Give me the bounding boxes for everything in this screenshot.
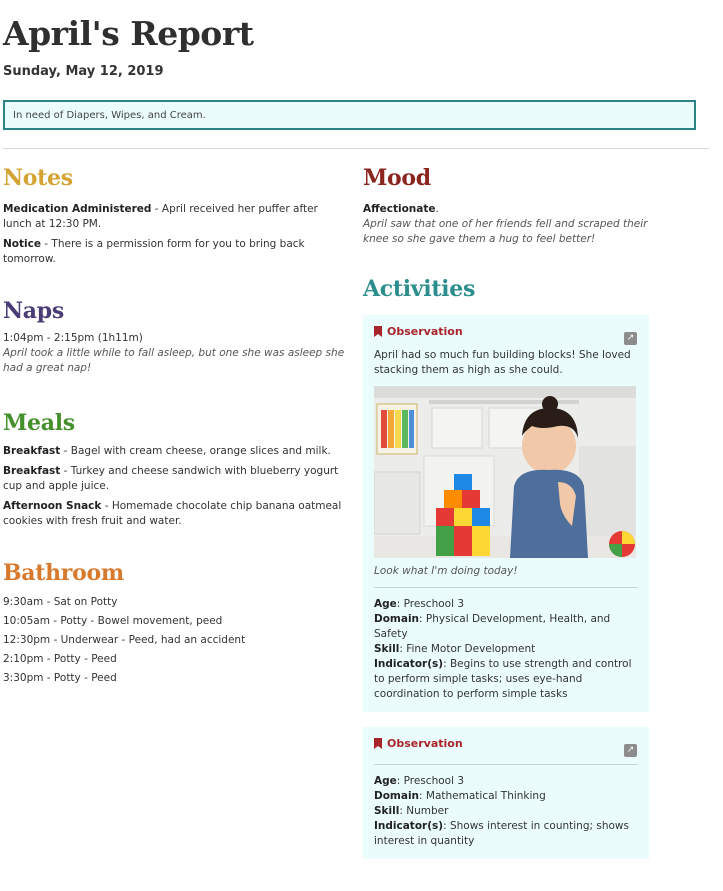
notes-section: [3, 162, 348, 267]
note-label: Medication Administered: [3, 203, 152, 215]
meals-section: [3, 407, 348, 529]
domain-value: : Physical Development, Health, and Safety: [374, 613, 611, 640]
skill-value: : Number: [399, 805, 449, 817]
note-text: - April received her puffer after lunch at 12:30 PM.: [3, 203, 318, 230]
meal-label: Breakfast: [3, 465, 61, 477]
activity-photo: [374, 386, 636, 558]
observation-label: [374, 737, 638, 750]
age-value: : Preschool 3: [396, 775, 465, 787]
skill-line: [374, 804, 638, 819]
observation-label: [374, 325, 638, 338]
indicator-value: : Begins to use strength and control to perform simple tasks; uses eye-hand coordination to perform simple tasks: [374, 658, 632, 700]
bathroom-item: 2:10pm - Potty - Peed: [3, 653, 117, 665]
activity-card: [363, 727, 649, 859]
observation-type: Observation: [387, 737, 463, 750]
mood-value-line: [363, 202, 653, 217]
note-label: Notice: [3, 238, 41, 250]
bathroom-item: 9:30am - Sat on Potty: [3, 596, 118, 608]
skill-label: Skill: [374, 805, 400, 817]
activities-heading: Activities: [363, 276, 476, 302]
meal-item: [3, 499, 348, 529]
nap-time: 1:04pm - 2:15pm (1h11m): [3, 332, 143, 344]
age-value: : Preschool 3: [396, 598, 465, 610]
domain-line: [374, 789, 638, 804]
age-line: [374, 597, 638, 612]
bookmark-icon: [374, 326, 382, 337]
activity-card: [363, 315, 649, 712]
expand-icon[interactable]: ↗: [624, 744, 637, 757]
card-divider: [374, 587, 638, 588]
left-column: [3, 162, 348, 686]
notes-heading: Notes: [3, 165, 73, 191]
activity-text: April had so much fun building blocks! She loved stacking them as high as she could.: [374, 349, 631, 376]
bookmark-icon: [374, 738, 382, 749]
meal-item: [3, 464, 348, 494]
alert-text: In need of Diapers, Wipes, and Cream.: [13, 110, 206, 121]
skill-value: : Fine Motor Development: [399, 643, 536, 655]
age-line: [374, 774, 638, 789]
age-label: Age: [374, 775, 397, 787]
indicator-line: [374, 657, 638, 702]
domain-label: Domain: [374, 790, 420, 802]
page-title: April's Report: [3, 14, 254, 53]
mood-heading: Mood: [363, 165, 431, 191]
meal-text: - Homemade chocolate chip banana oatmeal cookies with fresh fruit and water.: [3, 500, 342, 527]
right-column: [363, 162, 653, 859]
photo-caption: Look what I'm doing today!: [374, 565, 518, 577]
bathroom-item: 12:30pm - Underwear - Peed, had an accident: [3, 634, 246, 646]
domain-label: Domain: [374, 613, 420, 625]
divider: [3, 148, 709, 149]
note-text: - There is a permission form for you to bring back tomorrow.: [3, 238, 305, 265]
note-item: [3, 237, 348, 267]
mood-note: April saw that one of her friends fell and scraped their knee so she gave them a hug to feel better!: [363, 218, 648, 245]
meal-text: - Bagel with cream cheese, orange slices and milk.: [60, 445, 331, 457]
meal-label: Breakfast: [3, 445, 61, 457]
nap-note: April took a little while to fall asleep, but one she was asleep she had a great nap!: [3, 347, 345, 374]
report-date: Sunday, May 12, 2019: [3, 64, 164, 79]
bathroom-item: 3:30pm - Potty - Peed: [3, 672, 117, 684]
bathroom-heading: Bathroom: [3, 560, 124, 586]
meals-heading: Meals: [3, 410, 75, 436]
activities-section: [363, 273, 653, 859]
alert-banner: [3, 100, 696, 130]
indicator-value: : Shows interest in counting; shows interest in quantity: [374, 820, 629, 847]
indicator-line: [374, 819, 638, 849]
skill-label: Skill: [374, 643, 400, 655]
indicator-label: Indicator(s): [374, 658, 444, 670]
meal-label: Afternoon Snack: [3, 500, 102, 512]
observation-type: Observation: [387, 325, 463, 338]
age-label: Age: [374, 598, 397, 610]
skill-line: [374, 642, 638, 657]
naps-section: [3, 295, 348, 376]
bathroom-section: [3, 557, 348, 686]
domain-value: : Mathematical Thinking: [419, 790, 546, 802]
note-item: [3, 202, 348, 232]
meal-text: - Turkey and cheese sandwich with blueberry yogurt cup and apple juice.: [3, 465, 339, 492]
naps-heading: Naps: [3, 298, 64, 324]
expand-icon[interactable]: ↗: [624, 332, 637, 345]
mood-punct: .: [435, 203, 439, 215]
indicator-label: Indicator(s): [374, 820, 444, 832]
bathroom-item: 10:05am - Potty - Bowel movement, peed: [3, 615, 223, 627]
meal-item: [3, 444, 348, 459]
card-divider: [374, 764, 638, 765]
mood-section: [363, 162, 653, 247]
mood-value: Affectionate: [363, 203, 436, 215]
domain-line: [374, 612, 638, 642]
